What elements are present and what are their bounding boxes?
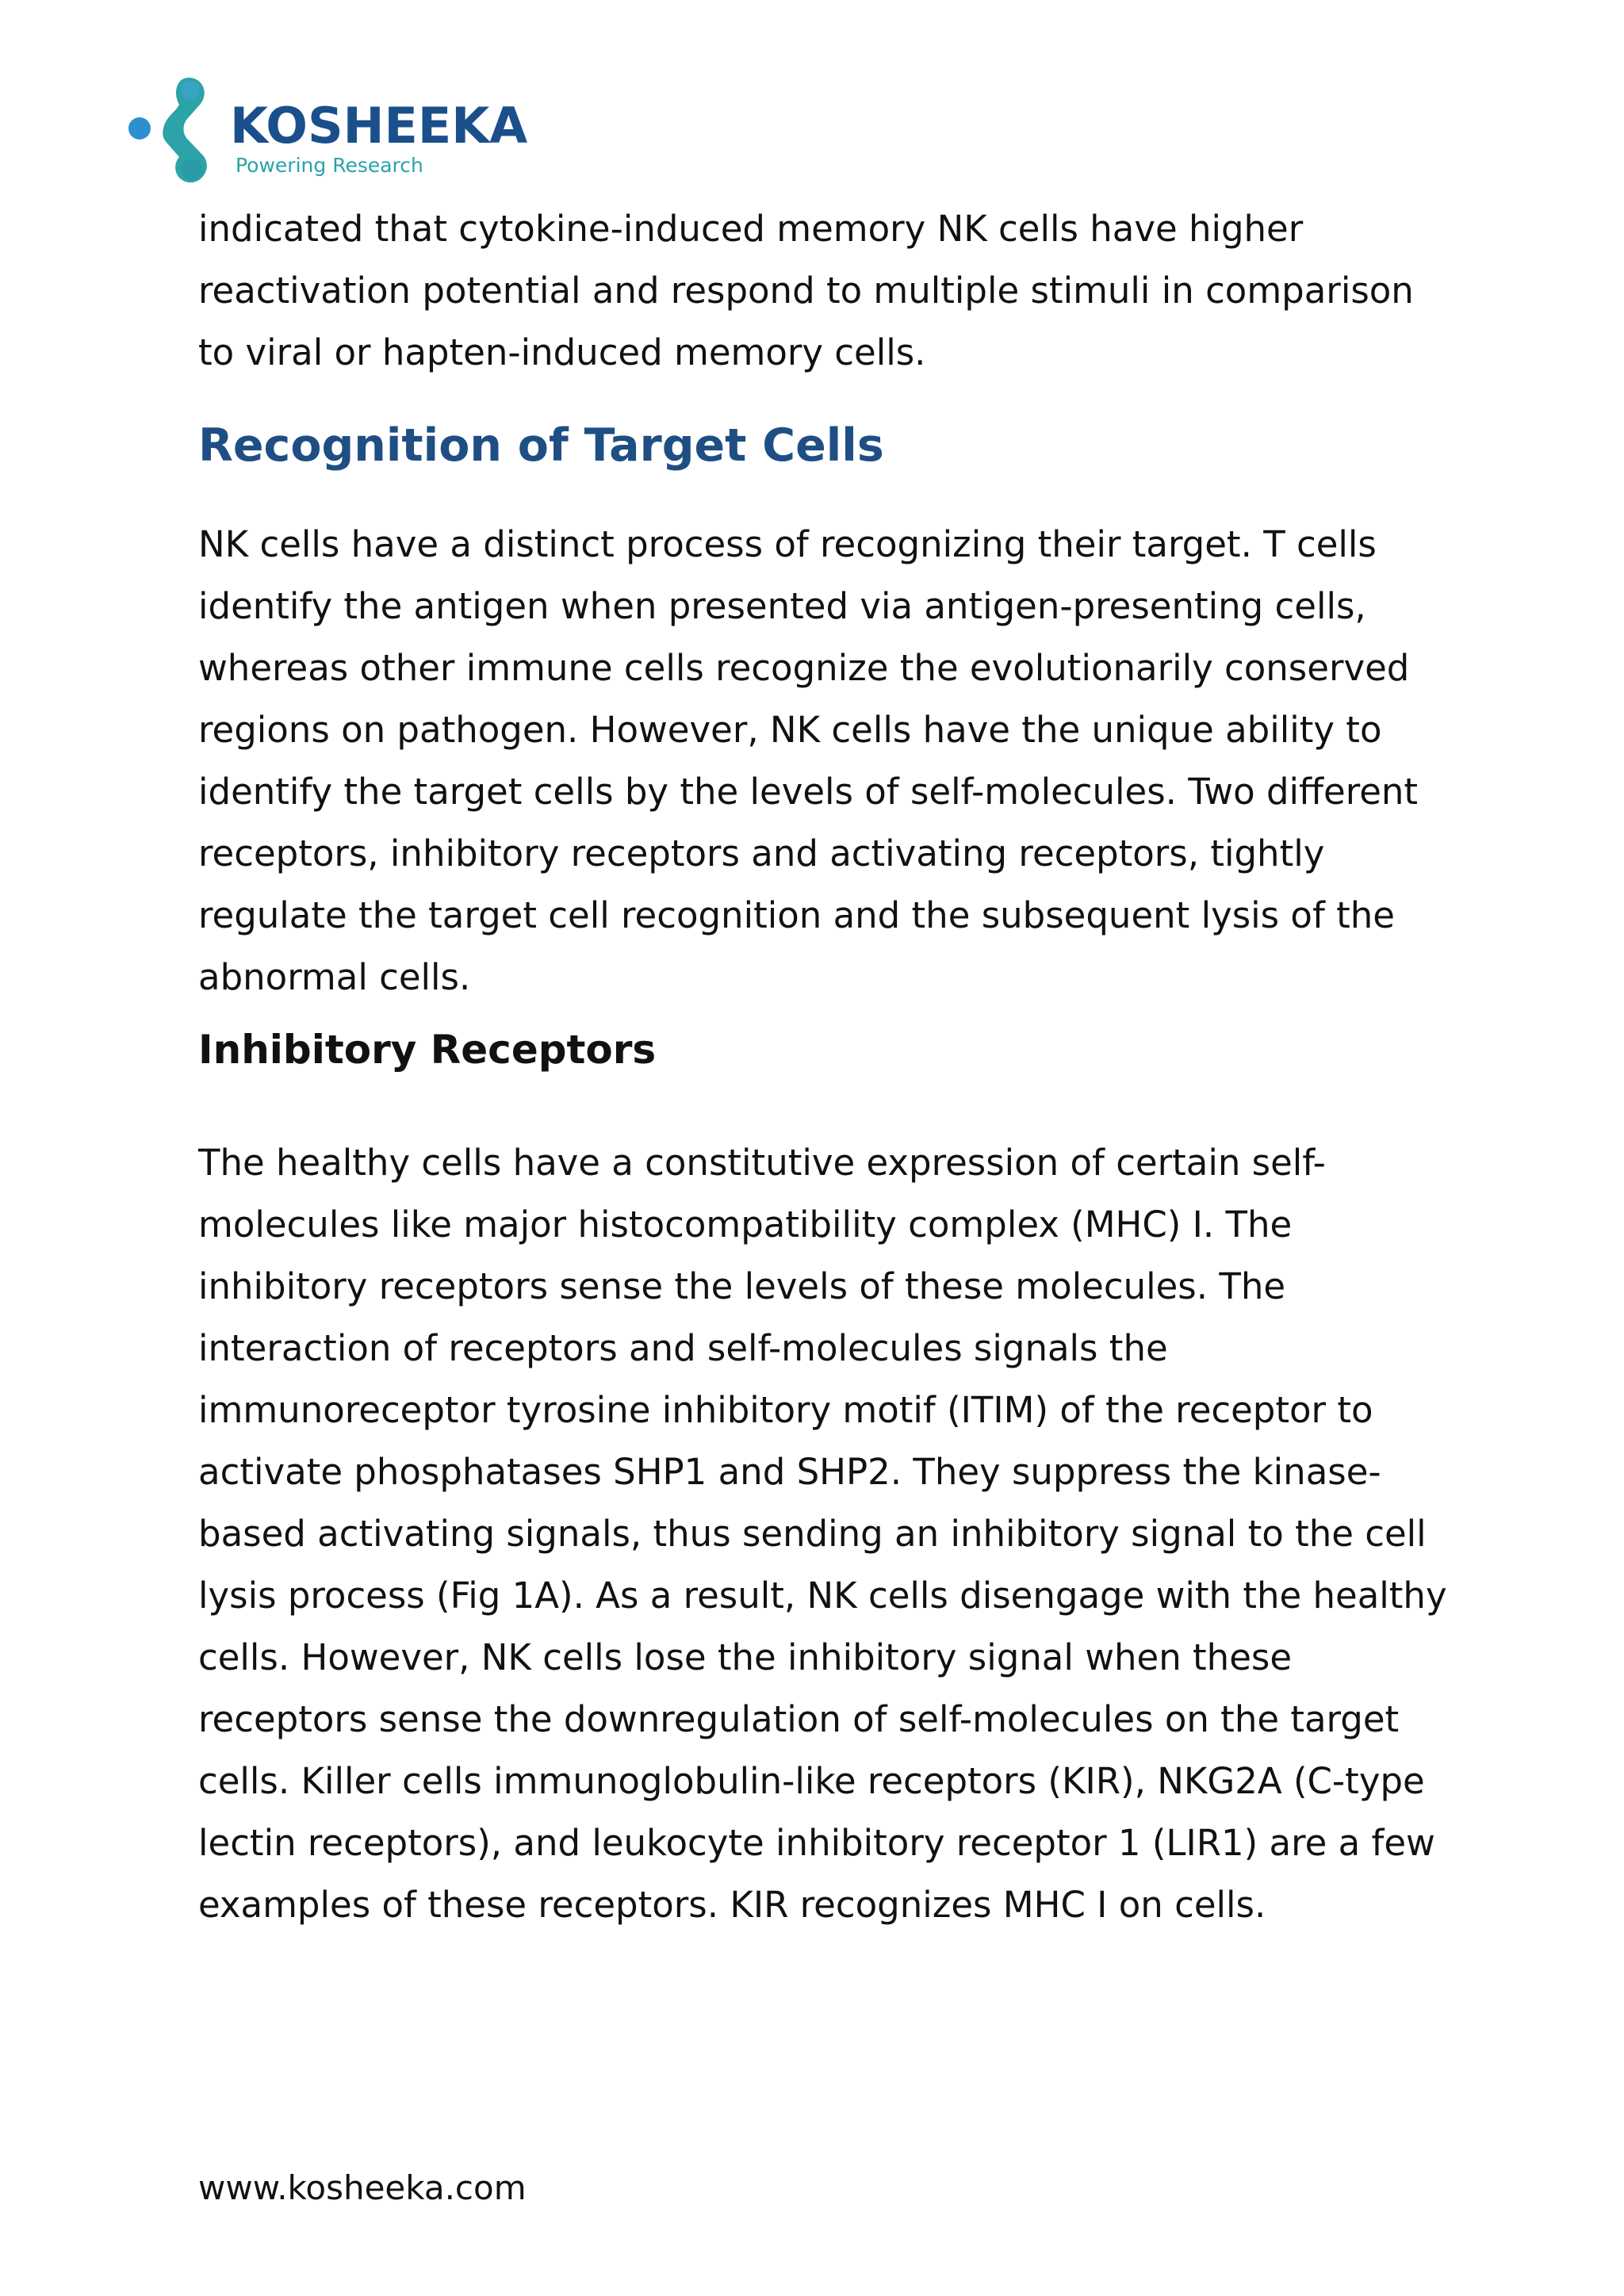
text-line: abnormal cells. (198, 956, 471, 998)
text-line: The healthy cells have a constitutive expression of certain self- (198, 1142, 1326, 1184)
inhibitory-receptors-paragraph (198, 1132, 1447, 1936)
logo-tagline: Powering Research (236, 154, 423, 177)
text-line: identify the antigen when presented via antigen-presenting cells, (198, 585, 1366, 627)
kosheeka-logo[interactable] (127, 73, 571, 192)
subsection-heading: Inhibitory Receptors (198, 1027, 657, 1073)
text-line: activate phosphatases SHP1 and SHP2. They suppress the kinase- (198, 1451, 1381, 1493)
text-line: molecules like major histocompatibility complex (MHC) I. The (198, 1203, 1293, 1246)
text-line: cells. Killer cells immunoglobulin-like receptors (KIR), NKG2A (C-type (198, 1760, 1425, 1802)
text-line: inhibitory receptors sense the levels of these molecules. The (198, 1265, 1286, 1307)
kosheeka-molecule-logo-icon (127, 73, 246, 192)
text-line: NK cells have a distinct process of recognizing their target. T cells (198, 523, 1377, 565)
intro-paragraph (198, 198, 1414, 384)
text-line: indicated that cytokine-induced memory NK cells have higher (198, 208, 1304, 250)
text-line: receptors, inhibitory receptors and activating receptors, tightly (198, 832, 1325, 874)
text-line: reactivation potential and respond to multiple stimuli in comparison (198, 270, 1414, 312)
text-line: lectin receptors), and leukocyte inhibitory receptor 1 (LIR1) are a few (198, 1822, 1435, 1864)
footer-website-link[interactable]: www.kosheeka.com (198, 2168, 527, 2207)
text-line: receptors sense the downregulation of self-molecules on the target (198, 1698, 1400, 1740)
text-line: regulate the target cell recognition and the subsequent lysis of the (198, 894, 1395, 936)
text-line: regions on pathogen. However, NK cells have the unique ability to (198, 709, 1382, 751)
text-line: to viral or hapten-induced memory cells. (198, 331, 926, 373)
text-line: interaction of receptors and self-molecules signals the (198, 1327, 1168, 1369)
text-line: cells. However, NK cells lose the inhibitory signal when these (198, 1636, 1293, 1678)
text-line: identify the target cells by the levels of self-molecules. Two different (198, 771, 1419, 813)
text-line: lysis process (Fig 1A). As a result, NK cells disengage with the healthy (198, 1575, 1447, 1617)
section-heading: Recognition of Target Cells (198, 419, 884, 472)
text-line: based activating signals, thus sending an inhibitory signal to the cell (198, 1513, 1427, 1555)
text-line: immunoreceptor tyrosine inhibitory motif (ITIM) of the receptor to (198, 1389, 1373, 1431)
recognition-paragraph (198, 514, 1418, 1008)
logo-wordmark: KOSHEEKA (230, 97, 528, 155)
text-line: whereas other immune cells recognize the evolutionarily conserved (198, 647, 1410, 689)
text-line: examples of these receptors. KIR recognizes MHC I on cells. (198, 1884, 1266, 1926)
